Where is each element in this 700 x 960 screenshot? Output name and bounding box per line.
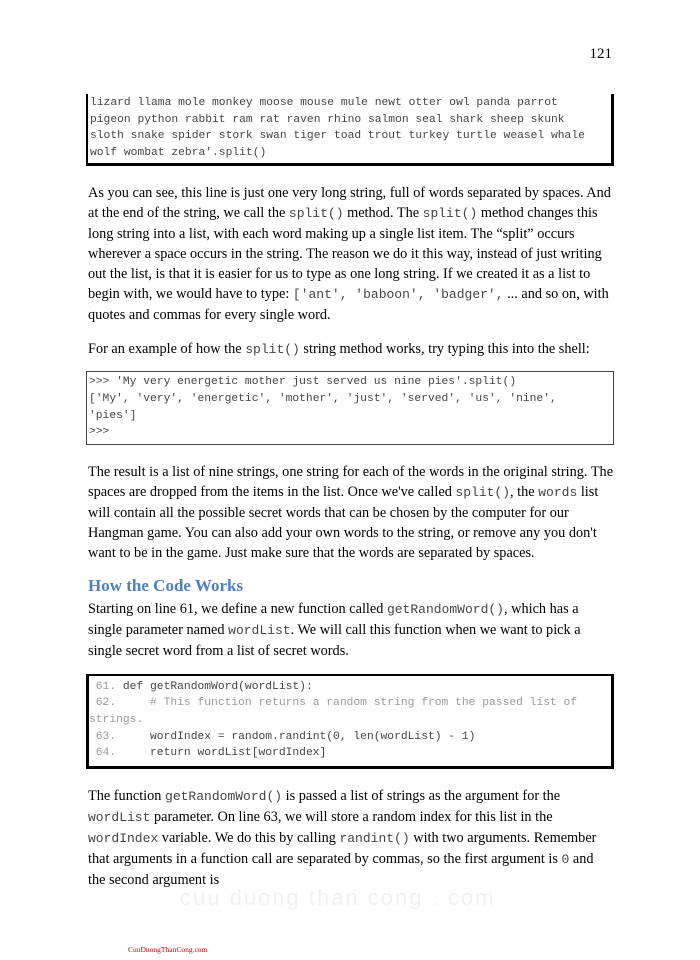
paragraph-split-result: The result is a list of nine strings, one string for each of the words in the original string. The spaces are dropped from the items in the list. Once we've called split(), the words list will contain all the possible secret words that can be chosen by the computer for our Hangman game. You can also add your own words to the string, or remove any you don't want to be in the game. Just make sure that the words are separated by spaces. [88,463,614,561]
code-block-shell-example [86,371,614,444]
code-line: strings. [89,713,144,726]
code-line: ['My', 'very', 'energetic', 'mother', 'just', 'served', 'us', 'nine', [89,392,557,405]
paragraph-split-explanation: As you can see, this line is just one very long string, full of words separated by spaces. And at the end of the string, we call the split() method. The split() method changes this long string into a list, with each word making up a single list item. The “split” occurs wherever a space occurs in the string. The reason we do it this way, instead of just writing out the list, is that it is easier for us to type as one long string. If we created it as a list to begin with, we would have to type: ['ant', 'baboon', 'badger', ... and so on, with quotes and commas for every single word. [88,185,611,324]
paragraph-get-random-word: Starting on line 61, we define a new function called getRandomWord(), which has a single parameter named wordList. We will call this function when we want to pick a single secret word from a list of secret words. [88,600,581,659]
code-line: 'pies'] [89,409,137,422]
code-line: lizard llama mole monkey moose mouse mule newt otter owl panda parrot [90,97,558,109]
footer-link[interactable]: CuuDuongThanCong.com [128,945,208,954]
code-line: 63. wordIndex = random.randint(0, len(wordList) - 1) [89,730,476,743]
code-line: >>> [89,426,110,439]
section-heading: How the Code Works [88,575,244,595]
code-line: 62. # This function returns a random string from the passed list of [89,697,578,710]
paragraph-function-explanation: The function getRandomWord() is passed a list of strings as the argument for the wordList parameter. On line 63, we will store a random index for this list in the wordIndex variable. We do this by calling randint() with two arguments. Remember that arguments in a function call are separated by commas, so the first argument is 0 and the second argument is [88,787,597,888]
code-line: 61. def getRandomWord(wordList): [89,680,313,693]
paragraph-split-example-intro: For an example of how the split() string method works, try typing this into the shell: [88,341,590,358]
code-block-get-random-word [86,674,614,769]
code-line: 64. return wordList[wordIndex] [89,747,327,760]
code-block-animal-words [86,94,614,166]
code-line: pigeon python rabbit ram rat raven rhino salmon seal shark sheep skunk [90,113,565,126]
code-line: >>> 'My very energetic mother just served us nine pies'.split() [89,376,517,389]
page-number: 121 [589,46,612,62]
page-content [86,94,614,890]
code-line: wolf wombat zebra'.split() [90,146,267,159]
code-line: sloth snake spider stork swan tiger toad trout turkey turtle weasel whale [90,130,585,143]
watermark: cuu duong than cong . com [180,885,496,910]
